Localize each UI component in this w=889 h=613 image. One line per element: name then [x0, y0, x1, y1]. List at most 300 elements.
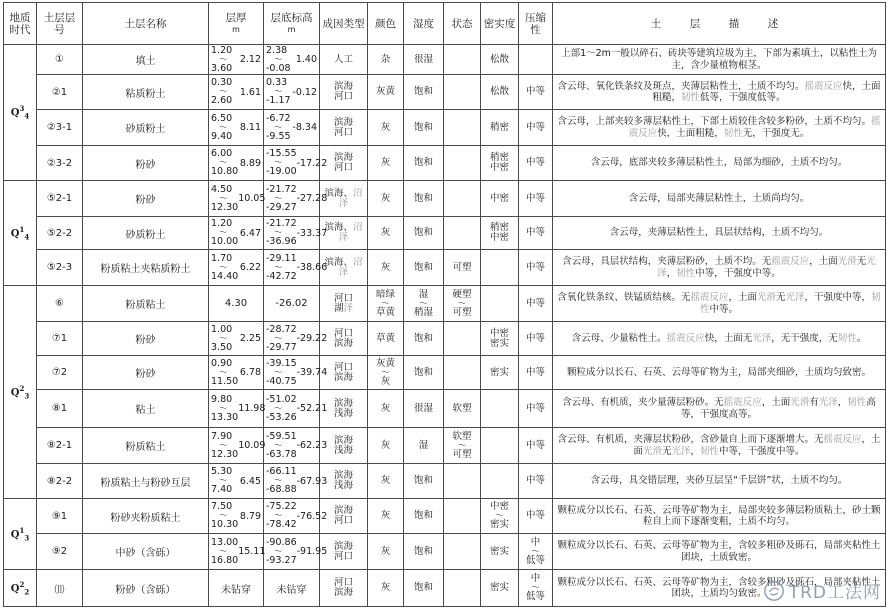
density-cell-stack — [483, 194, 516, 204]
era-base: Q — [10, 107, 20, 119]
density-cell — [481, 322, 519, 356]
humidity-cell-stack — [406, 228, 441, 238]
bottom-elevation-cell-range — [266, 185, 297, 212]
humidity-cell — [404, 250, 444, 286]
thickness-cell-tilde: ～ — [219, 476, 228, 486]
density-cell-line: 中密 — [489, 192, 509, 204]
state-cell-stack — [446, 263, 478, 273]
humidity-cell-line: 很湿 — [413, 53, 433, 65]
thickness-cell-lower: 2.60 — [211, 95, 233, 106]
thickness-cell-average: 6.22 — [239, 262, 261, 273]
compressibility-cell-line: 中等 — [525, 332, 545, 344]
density-cell-stack — [483, 223, 516, 242]
soil-layer-table — [3, 2, 886, 607]
bottom-elevation-cell-lower: -0.08 — [266, 62, 291, 74]
bottom-elevation-cell-upper: -51.02 — [266, 393, 297, 405]
bottom-elevation-cell-range — [266, 219, 297, 246]
bottom-elevation-cell-metric — [266, 183, 328, 213]
bottom-elevation-cell-value: -26.02 — [275, 298, 308, 309]
bottom-elevation-cell-average: -67.93 — [296, 475, 328, 487]
bottom-elevation-cell-upper: -6.72 — [266, 112, 291, 124]
layer-name: 填土 — [135, 56, 156, 67]
layer-description: 含云母，夹薄层粘性土，具层状结构，土质不均匀。 — [609, 227, 829, 239]
layer-name-cell — [83, 45, 209, 75]
genesis-cell-line: 滨海 — [333, 371, 353, 383]
state-cell — [444, 217, 481, 250]
thickness-cell-tilde: ～ — [219, 54, 228, 65]
table-row — [4, 390, 886, 428]
bottom-elevation-cell-upper: -75.22 — [266, 501, 297, 513]
color-cell-stack — [370, 511, 401, 521]
bottom-elevation-cell-range — [266, 46, 296, 73]
thickness-cell-lower: 16.80 — [211, 554, 239, 566]
table-row — [4, 356, 886, 390]
layer-description: 含云母、有机质，夹少量薄层粉砂。无摇震反应，土面光滑有光泽，韧性高等，干强度高等。 — [562, 397, 876, 420]
compressibility-cell — [519, 75, 553, 110]
thickness-cell-average: 6.45 — [239, 475, 261, 487]
thickness-cell-upper: 9.80 — [211, 393, 233, 405]
compressibility-cell-stack — [521, 299, 550, 309]
bottom-elevation-cell-range — [266, 325, 297, 352]
layer-description: 含云母，上部夹较多薄层粘性土，下部土质较佳含较多粉砂，土质不均匀。摇震反应快，土面粗糙，韧性无，干强度无。 — [557, 116, 881, 139]
genesis-cell-stack — [322, 294, 365, 313]
state-cell-line: ～ — [457, 298, 467, 309]
thickness-cell-upper: 4.50 — [211, 183, 233, 195]
genesis-cell-line: 滨海 — [333, 505, 353, 517]
humidity-cell — [404, 356, 444, 390]
thickness-cell-average: 11.98 — [238, 403, 266, 414]
layer-no-cell — [37, 146, 83, 181]
thickness-cell-tilde: ～ — [219, 228, 228, 238]
density-cell — [481, 356, 519, 390]
table-row — [4, 428, 886, 464]
era-sub: 2 — [24, 587, 30, 597]
color-cell-line: 灰黄 — [375, 86, 395, 98]
density-cell-line: 密实 — [489, 366, 509, 378]
layer-no: ⑦1 — [51, 333, 68, 344]
state-cell-stack — [446, 432, 478, 459]
color-cell-stack — [370, 158, 401, 168]
color-cell-line: 灰 — [380, 475, 391, 487]
color-cell-stack — [370, 476, 401, 486]
bottom-elevation-cell — [264, 464, 328, 499]
description-cell — [553, 390, 886, 428]
genesis-cell-line: 滨海 — [333, 587, 353, 598]
humidity-cell-line: 饱和 — [413, 545, 433, 557]
thickness-cell-range — [211, 432, 238, 459]
compressibility-cell-line: 中等 — [525, 121, 545, 133]
state-cell — [444, 322, 481, 356]
compressibility-cell — [519, 250, 553, 286]
density-cell-stack — [483, 329, 516, 348]
thickness-cell-average: 10.05 — [238, 193, 266, 204]
thickness-cell — [209, 390, 264, 428]
header-thickness-label: 层厚 — [225, 11, 247, 24]
header-color: 颜色 — [368, 3, 404, 45]
layer-no: ⑨1 — [51, 510, 68, 522]
bottom-elevation-cell-metric — [266, 393, 328, 423]
header-layer-no: 土层层号 — [37, 3, 83, 45]
thickness-cell — [209, 75, 264, 110]
humidity-cell — [404, 110, 444, 146]
layer-no: ⑨2 — [51, 546, 68, 557]
humidity-cell-stack — [406, 263, 441, 273]
bottom-elevation-cell — [264, 75, 320, 110]
description-cell — [553, 286, 886, 322]
thickness-cell-tilde: ～ — [219, 403, 228, 414]
era-base: Q — [10, 583, 20, 595]
bottom-elevation-cell — [264, 390, 328, 428]
layer-name: 粉砂（含砾） — [115, 584, 176, 596]
bottom-elevation-cell-upper: -15.55 — [266, 148, 297, 160]
table-body — [4, 45, 886, 607]
density-cell — [481, 181, 519, 217]
density-cell-line: 稍密 — [489, 121, 509, 133]
genesis-cell-stack — [322, 399, 365, 418]
density-cell-line: 密实 — [489, 519, 509, 530]
thickness-cell-range — [211, 325, 240, 352]
thickness-cell-metric — [211, 149, 261, 176]
color-cell — [368, 45, 404, 75]
thickness-cell-lower: 10.80 — [211, 166, 239, 177]
bottom-elevation-cell-range — [266, 502, 297, 529]
density-cell — [481, 286, 519, 322]
bottom-elevation-cell-tilde: ～ — [274, 511, 283, 521]
layer-no-cell — [37, 110, 83, 146]
layer-no: ②3-1 — [46, 122, 73, 133]
compressibility-cell-stack — [521, 87, 550, 97]
layer-description: 含云母，具层状结构，夹薄层粉砂，土质不均。无摇震反应，土面光滑无光泽，韧性中等，干强度中等。 — [562, 256, 876, 279]
table-row — [4, 250, 886, 286]
header-bottom-elevation-unit: m — [287, 24, 296, 34]
state-cell — [444, 45, 481, 75]
compressibility-cell-stack — [521, 574, 550, 601]
thickness-cell-range — [211, 467, 240, 494]
thickness-cell-average: 2.12 — [239, 54, 261, 65]
density-cell-line: 松散 — [489, 53, 509, 65]
compressibility-cell-stack — [521, 158, 550, 168]
density-cell-line: 中密 — [489, 232, 509, 243]
genesis-cell-stack — [322, 329, 365, 348]
bottom-elevation-cell-lower: -53.26 — [266, 411, 297, 423]
bottom-elevation-cell — [264, 110, 320, 146]
humidity-cell-line: ～ — [419, 298, 428, 309]
layer-description: 颗粒成分以长石、石英、云母等矿物为主，含较多粗砂及砾石，局部夹粘性土团块，土质均匀致密。 — [557, 576, 881, 599]
genesis-cell-line: 滨海、沼 — [324, 222, 363, 234]
color-cell-line: ～ — [381, 298, 390, 309]
table-row — [4, 570, 886, 607]
humidity-cell — [404, 570, 444, 607]
state-cell-line: 可塑 — [452, 306, 472, 318]
density-cell — [481, 146, 519, 181]
bottom-elevation-cell-metric — [266, 114, 317, 141]
thickness-cell-upper: 6.50 — [211, 112, 233, 124]
genesis-cell-stack — [322, 436, 365, 455]
humidity-cell — [404, 534, 444, 570]
bottom-elevation-cell-range — [266, 254, 297, 281]
description-cell — [553, 45, 886, 75]
thickness-cell-range — [211, 46, 240, 73]
compressibility-cell — [519, 428, 553, 464]
genesis-cell-stack — [322, 542, 365, 561]
compressibility-cell-stack — [521, 334, 550, 344]
thickness-cell-upper: 7.90 — [211, 430, 233, 442]
watermark-text: TRD工法网 — [788, 583, 881, 603]
humidity-cell-stack — [406, 334, 441, 344]
description-cell — [553, 356, 886, 390]
color-cell-stack — [370, 334, 401, 344]
color-cell — [368, 217, 404, 250]
era-sub: 3 — [24, 391, 30, 401]
layer-description: 含云母、氧化铁条纹及斑点，夹薄层粘性土，土质不均匀。摇震反应快，土面粗糙，韧性低等，干强度低等。 — [557, 80, 881, 103]
humidity-cell — [404, 217, 444, 250]
genesis-cell-line: 滨海 — [333, 434, 353, 446]
thickness-cell-average: 6.78 — [239, 367, 261, 378]
thickness-cell-metric — [211, 78, 261, 105]
genesis-cell — [320, 45, 368, 75]
density-cell — [481, 75, 519, 110]
density-cell-stack — [483, 368, 516, 378]
layer-name-cell — [83, 146, 209, 181]
genesis-cell-line: 河口 — [333, 550, 353, 562]
state-cell — [444, 428, 481, 464]
thickness-cell-lower: 13.30 — [211, 411, 239, 423]
layer-no-cell — [37, 390, 83, 428]
density-cell — [481, 428, 519, 464]
humidity-cell-stack — [406, 441, 441, 451]
era-sup: 1 — [19, 525, 25, 535]
bottom-elevation-cell-average: -38.66 — [296, 262, 328, 273]
layer-description: 含云母、少量粘性土。摇震反应快，土面无光泽，无干强度，无韧性。 — [571, 332, 867, 344]
layer-no: ②1 — [51, 86, 68, 98]
thickness-cell — [209, 286, 264, 322]
thickness-cell — [209, 217, 264, 250]
color-cell-line: 灰 — [380, 121, 391, 133]
bottom-elevation-cell-range — [266, 149, 297, 176]
density-cell — [481, 217, 519, 250]
density-cell — [481, 464, 519, 499]
thickness-cell-tilde: ～ — [219, 440, 228, 451]
table-row — [4, 110, 886, 146]
layer-name: 粉质粘土 — [125, 442, 166, 453]
layer-no-cell — [37, 356, 83, 390]
bottom-elevation-cell-metric — [266, 78, 317, 105]
era-base: Q — [10, 228, 20, 240]
bottom-elevation-cell-average: 1.40 — [295, 54, 317, 65]
bottom-elevation-cell-lower: -29.77 — [266, 341, 297, 353]
description-cell — [553, 499, 886, 534]
humidity-cell-stack — [406, 158, 441, 168]
compressibility-cell — [519, 181, 553, 217]
state-cell — [444, 464, 481, 499]
thickness-cell-metric — [211, 219, 261, 246]
layer-name: 粘土 — [135, 405, 156, 416]
layer-no: ① — [55, 54, 64, 65]
density-cell — [481, 45, 519, 75]
layer-name-cell — [83, 181, 209, 217]
color-cell — [368, 428, 404, 464]
bottom-elevation-cell-lower: -19.00 — [266, 166, 297, 177]
era-base: Q — [10, 529, 20, 541]
genesis-cell-line: 滨海 — [333, 152, 353, 164]
density-cell-stack — [483, 153, 516, 172]
humidity-cell — [404, 286, 444, 322]
layer-no: ⑤2-2 — [46, 227, 73, 239]
thickness-cell — [209, 499, 264, 534]
genesis-cell-stack — [322, 118, 365, 137]
table-row — [4, 45, 886, 75]
layer-name: 粉砂 — [135, 159, 156, 171]
compressibility-cell-stack — [521, 368, 550, 378]
bottom-elevation-cell-range — [266, 78, 292, 105]
humidity-cell — [404, 146, 444, 181]
layer-name: 砂质粉土 — [125, 124, 166, 135]
thickness-cell-lower: 10.00 — [211, 236, 239, 247]
color-cell-line: 暗绿 — [375, 288, 395, 300]
color-cell-line: 灰 — [380, 402, 391, 414]
thickness-cell-range — [211, 185, 238, 212]
era-cell — [4, 499, 37, 570]
layer-name-cell — [83, 286, 209, 322]
density-cell — [481, 110, 519, 146]
color-cell — [368, 181, 404, 217]
thickness-cell-value: 4.30 — [224, 298, 248, 309]
bottom-elevation-cell-upper: -21.72 — [266, 183, 297, 195]
genesis-cell-line: 泽 — [338, 197, 349, 209]
state-cell — [444, 250, 481, 286]
thickness-cell-range — [211, 359, 240, 386]
genesis-cell-stack — [322, 189, 365, 208]
humidity-cell-stack — [406, 476, 441, 486]
era-sup: 2 — [19, 383, 25, 393]
color-cell — [368, 250, 404, 286]
density-cell-line: 密实 — [489, 545, 509, 557]
bottom-elevation-cell-average: -29.22 — [296, 333, 328, 344]
genesis-cell-line: 河口 — [333, 577, 353, 589]
color-cell-line: 灰 — [380, 510, 391, 522]
density-cell — [481, 570, 519, 607]
layer-description: 上部1～2m一般以碎石、砖块等建筑垃圾为主，下部为素填土，以粘性土为主，含少量植物根茎。 — [561, 48, 877, 71]
layer-description: 含云母，底部夹较多薄层粘性土，局部为细砂，土质不均匀。 — [590, 157, 848, 169]
state-cell — [444, 356, 481, 390]
genesis-cell — [320, 286, 368, 322]
layer-name-cell — [83, 464, 209, 499]
layer-no-cell — [37, 75, 83, 110]
genesis-cell — [320, 250, 368, 286]
thickness-cell — [209, 146, 264, 181]
compressibility-cell-stack — [521, 194, 550, 204]
thickness-cell-lower: 11.50 — [211, 375, 239, 387]
layer-name: 粉质粘土与粉砂互层 — [100, 477, 191, 489]
genesis-cell-stack — [322, 55, 365, 65]
header-humidity: 湿度 — [404, 3, 444, 45]
bottom-elevation-cell-average: -33.37 — [296, 227, 328, 239]
humidity-cell-line: 湿 — [418, 288, 429, 300]
thickness-cell-upper: 0.30 — [211, 77, 233, 89]
humidity-cell-stack — [406, 404, 441, 414]
layer-name-cell — [83, 110, 209, 146]
thickness-cell-upper: 13.00 — [211, 536, 239, 548]
compressibility-cell — [519, 217, 553, 250]
humidity-cell — [404, 322, 444, 356]
color-cell-stack — [370, 441, 401, 451]
description-cell — [553, 75, 886, 110]
layer-name-cell — [83, 428, 209, 464]
compressibility-cell-line: 中等 — [525, 297, 545, 309]
thickness-cell-metric — [211, 393, 266, 423]
state-cell-line: ～ — [457, 440, 467, 451]
layer-name-cell — [83, 499, 209, 534]
bottom-elevation-cell-tilde: ～ — [274, 333, 283, 344]
layer-name: 粉砂 — [135, 195, 156, 206]
compressibility-cell — [519, 146, 553, 181]
thickness-cell-tilde: ～ — [219, 122, 228, 133]
bottom-elevation-cell-tilde: ～ — [274, 193, 283, 204]
thickness-cell-tilde: ～ — [219, 262, 228, 273]
bottom-elevation-cell — [264, 322, 328, 356]
era-sub: 4 — [24, 111, 30, 121]
header-compressibility: 压缩性 — [519, 3, 553, 45]
compressibility-cell — [519, 499, 553, 534]
thickness-cell-range — [211, 538, 238, 565]
bottom-elevation-cell-average: -27.28 — [296, 193, 328, 204]
thickness-cell-average: 8.11 — [239, 122, 261, 133]
bottom-elevation-cell-value: 未钻穿 — [276, 584, 307, 596]
thickness-cell-lower: 3.60 — [211, 62, 233, 74]
bottom-elevation-cell-lower: -68.88 — [266, 484, 297, 495]
density-cell-stack — [483, 547, 516, 557]
humidity-cell-stack — [406, 511, 441, 521]
layer-name: 粉砂 — [135, 369, 156, 380]
compressibility-cell-line: 中等 — [525, 261, 545, 273]
thickness-cell-tilde: ～ — [219, 193, 228, 204]
state-cell-line: 软塑 — [452, 430, 472, 442]
thickness-cell-range — [211, 219, 240, 246]
density-cell — [481, 499, 519, 534]
thickness-cell — [209, 356, 264, 390]
humidity-cell-line: 饱和 — [413, 475, 433, 487]
humidity-cell — [404, 499, 444, 534]
bottom-elevation-cell-tilde: ～ — [274, 403, 283, 414]
layer-description: 颗粒成分以长石、石英、云母等矿物为主，局部夹细砂，土质均匀致密。 — [566, 366, 871, 378]
thickness-cell-metric — [211, 502, 261, 529]
genesis-cell-line: 泽 — [338, 232, 349, 243]
density-cell-stack — [483, 87, 516, 97]
genesis-cell-line: 浅海 — [333, 444, 353, 456]
density-cell-line: 密实 — [489, 582, 509, 594]
bottom-elevation-cell-upper: -39.15 — [266, 357, 297, 369]
compressibility-cell-stack — [521, 228, 550, 238]
bottom-elevation-cell-tilde: ～ — [274, 87, 283, 97]
bottom-elevation-cell-tilde: ～ — [274, 440, 283, 451]
humidity-cell-stack — [406, 55, 441, 65]
thickness-cell-average: 8.89 — [239, 157, 261, 169]
color-cell-line: 灰 — [380, 192, 391, 204]
compressibility-cell-line: 中等 — [525, 439, 545, 451]
humidity-cell-line: 饱和 — [413, 582, 433, 594]
thickness-cell-metric — [211, 467, 261, 494]
genesis-cell-line: 滨海 — [333, 540, 353, 552]
bottom-elevation-cell-average: -17.22 — [296, 157, 328, 169]
thickness-cell-tilde: ～ — [219, 333, 228, 344]
thickness-cell-lower: 10.30 — [211, 519, 239, 530]
density-cell-stack — [483, 583, 516, 593]
state-cell — [444, 499, 481, 534]
compressibility-cell-line: 低等 — [525, 554, 545, 566]
era-cell — [4, 286, 37, 499]
thickness-cell-metric — [211, 254, 261, 281]
layer-no-cell — [37, 286, 83, 322]
